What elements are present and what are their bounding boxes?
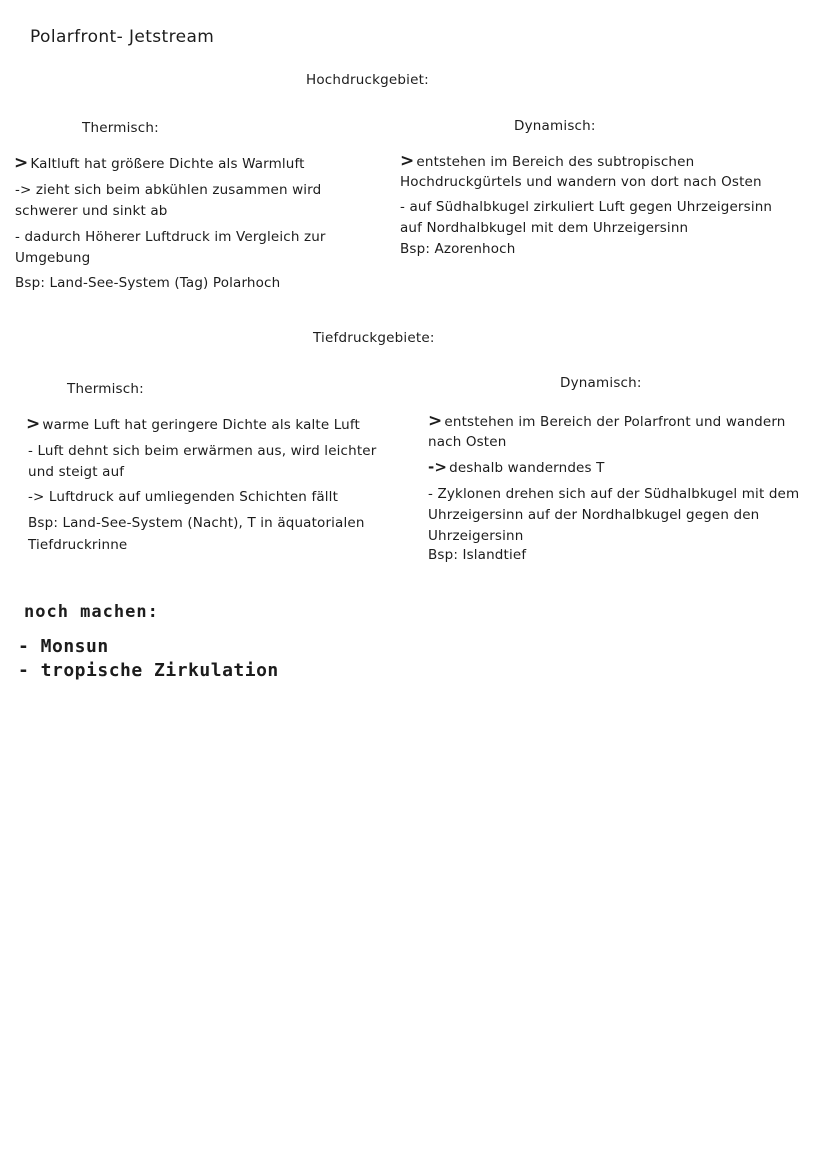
low-dynamic-line-1: > entstehen im Bereich der Polarfront und wandern xyxy=(428,411,786,431)
low-dynamic-line-7: Bsp: Islandtief xyxy=(428,547,527,563)
arrow-symbol: > xyxy=(26,414,41,434)
low-thermal-line-4: -> Luftdruck auf umliegenden Schichten fällt xyxy=(28,489,339,505)
arrow-symbol: > xyxy=(14,153,29,173)
high-dynamic-heading: Dynamisch: xyxy=(514,118,596,134)
high-dynamic-line-4: auf Nordhalbkugel mit dem Uhrzeigersinn xyxy=(400,220,689,236)
high-thermal-line-2: -> zieht sich beim abkühlen zusammen wird xyxy=(15,182,322,198)
low-thermal-line-2: - Luft dehnt sich beim erwärmen aus, wird leichter xyxy=(28,443,377,459)
high-thermal-heading: Thermisch: xyxy=(82,120,159,136)
high-thermal-line-6: Bsp: Land-See-System (Tag) Polarhoch xyxy=(15,275,281,291)
arrow-symbol: > xyxy=(400,151,415,171)
low-pressure-heading: Tiefdruckgebiete: xyxy=(313,330,435,346)
low-dynamic-line-5: Uhrzeigersinn auf der Nordhalbkugel gegen den xyxy=(428,507,760,523)
low-thermal-heading: Thermisch: xyxy=(67,381,144,397)
low-dynamic-line-2: nach Osten xyxy=(428,434,507,450)
high-dynamic-line-2: Hochdruckgürtels und wandern von dort nach Osten xyxy=(400,174,762,190)
todo-item-monsun: - Monsun xyxy=(18,636,109,657)
todo-heading: noch machen: xyxy=(24,602,159,622)
high-dynamic-line-3: - auf Südhalbkugel zirkuliert Luft gegen Uhrzeigersinn xyxy=(400,199,773,215)
low-dynamic-line-4: - Zyklonen drehen sich auf der Südhalbkugel mit dem xyxy=(428,486,800,502)
high-thermal-line-1: > Kaltluft hat größere Dichte als Warmluft xyxy=(14,153,305,173)
todo-item-tropische-zirkulation: - tropische Zirkulation xyxy=(18,660,279,681)
arrow-symbol: -> xyxy=(428,458,448,476)
high-thermal-line-5: Umgebung xyxy=(15,250,91,266)
low-thermal-line-3: und steigt auf xyxy=(28,464,125,480)
low-thermal-line-1: > warme Luft hat geringere Dichte als kalte Luft xyxy=(26,414,360,434)
high-pressure-heading: Hochdruckgebiet: xyxy=(306,72,429,88)
low-dynamic-line-6: Uhrzeigersinn xyxy=(428,528,524,544)
high-dynamic-line-1: > entstehen im Bereich des subtropischen xyxy=(400,151,695,171)
low-thermal-line-5: Bsp: Land-See-System (Nacht), T in äquatorialen xyxy=(28,515,365,531)
page-title: Polarfront- Jetstream xyxy=(30,27,215,47)
high-dynamic-line-5: Bsp: Azorenhoch xyxy=(400,241,516,257)
low-thermal-line-6: Tiefdruckrinne xyxy=(28,537,128,553)
low-dynamic-line-3: -> deshalb wanderndes T xyxy=(428,458,605,476)
arrow-symbol: > xyxy=(428,411,443,431)
high-thermal-line-3: schwerer und sinkt ab xyxy=(15,203,168,219)
high-thermal-line-4: - dadurch Höherer Luftdruck im Vergleich zur xyxy=(15,229,326,245)
low-dynamic-heading: Dynamisch: xyxy=(560,375,642,391)
